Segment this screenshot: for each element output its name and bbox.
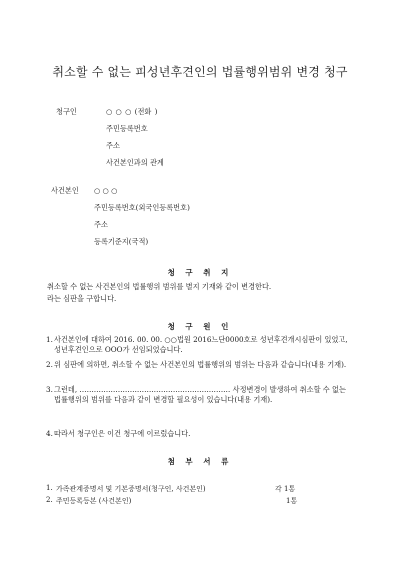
reason-text: 사건본인에 대하여 2016. 00. 00. ○○법원 2016느단0000호로 성년후견개시심판이 있었고, 성년후견인으로 OOO가 선임되었습니다. [54, 335, 348, 354]
document-title: 취소할 수 없는 피성년후견인의 법률행위범위 변경 청구 [52, 65, 348, 79]
petitioner-relationship: 사건본인과의 관계 [106, 158, 164, 167]
petitioner-label: 청구인 [56, 107, 77, 116]
attachments-heading: 첨 부 서 류 [167, 457, 233, 466]
purpose-text [47, 281, 367, 304]
petitioner-name: ○ ○ ○ (전화 ) [106, 107, 158, 116]
reason-number: 4. [46, 429, 53, 438]
subject-name: ○ ○ ○ [94, 186, 118, 195]
attachment-name: 가족관계증명서 및 기본증명서(청구인, 사건본인) [56, 485, 206, 493]
reasons-heading: 청 구 원 인 [167, 322, 233, 331]
reason-item-3 [46, 385, 352, 405]
subject-registration-base: 등록기준지(국적) [94, 237, 149, 246]
petitioner-id-number: 주민등록번호 [106, 124, 148, 133]
attachment-count: 1통 [286, 497, 298, 505]
reason-number: 1. [46, 335, 53, 344]
reason-item-4 [46, 429, 352, 439]
purpose-heading: 청 구 취 지 [167, 268, 233, 277]
attachment-number: 1. [46, 484, 53, 492]
subject-id-number: 주민등록번호(외국인등록번호) [94, 203, 190, 212]
attachment-name: 주민등록등본 (사건본인) [56, 497, 132, 505]
petitioner-address: 주소 [106, 141, 120, 150]
attachment-number: 2. [46, 496, 53, 504]
reason-item-2 [46, 360, 352, 370]
reason-number: 2. [46, 360, 53, 369]
subject-label: 사건본인 [51, 186, 79, 195]
reason-text: 따라서 청구인은 이건 청구에 이르렀습니다. [54, 429, 191, 438]
reason-text: 위 심판에 의하면, 취소할 수 없는 사건본인의 법률행위의 범위는 다음과 같습니다(내용 기재). [54, 360, 347, 369]
subject-address: 주소 [94, 220, 108, 229]
reason-item-1 [46, 335, 352, 355]
reason-text: 그런데, ……………………………………………………… 사정변경이 발생하여 취소할 수 없는 법률행위의 범위를 다음과 같이 변경할 필요성이 있습니다(내용 기재). [54, 385, 346, 404]
reason-number: 3. [46, 385, 53, 394]
purpose-line-2: 라는 심판을 구합니다. [47, 293, 117, 303]
purpose-line-1: 취소할 수 없는 사건본인의 법률행위 범위를 별지 기재와 같이 변경한다. [47, 282, 272, 291]
attachment-count: 각 1통 [275, 485, 296, 493]
